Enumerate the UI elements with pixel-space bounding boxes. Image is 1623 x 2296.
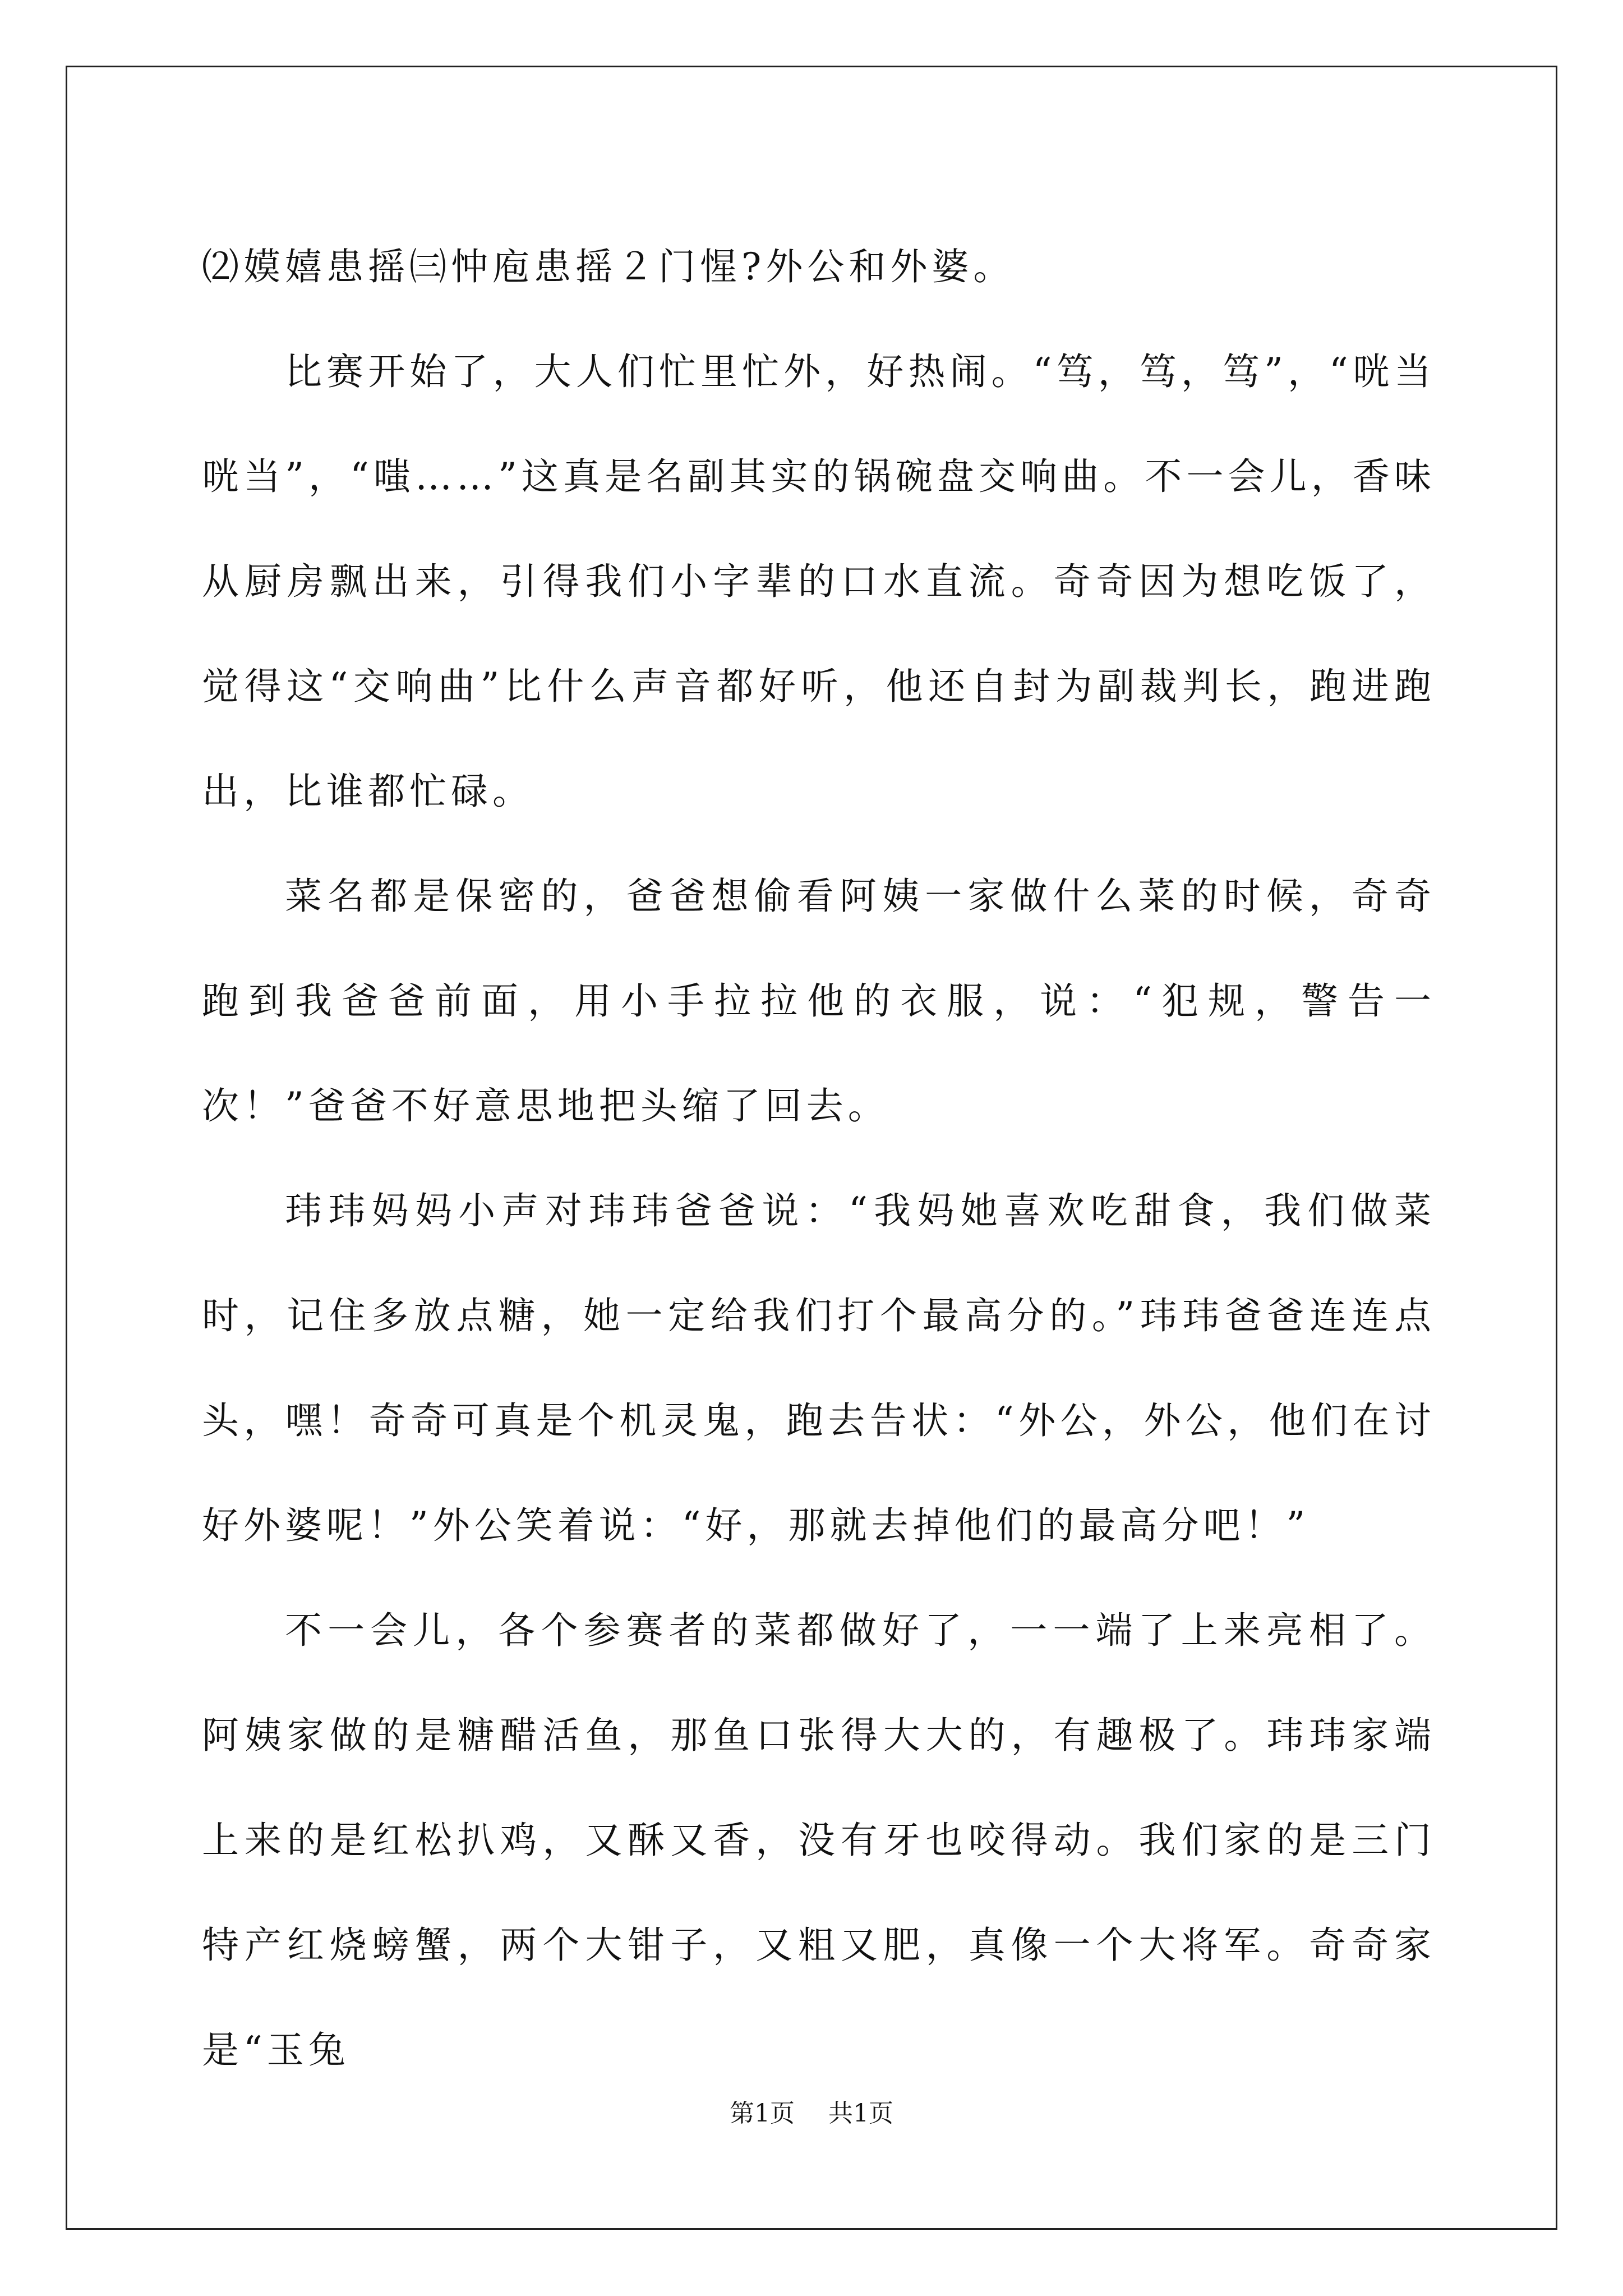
- paragraph-4: 玮玮妈妈小声对玮玮爸爸说：“我妈她喜欢吃甜食，我们做菜时，记住多放点糖，她一定给我们打个最高分的。”玮玮爸爸连连点头，嘿！奇奇可真是个机灵鬼，跑去告状：“外公，外公，他们在讨好外婆呢！”外公笑着说：“好，那就去掉他们的最高分吧！”: [202, 1189, 1436, 1547]
- document-body: [202, 214, 1436, 2102]
- page-footer: [0, 2097, 1623, 2131]
- paragraph-1: ⑵嫫嬉患摇㈢忡庖患摇２门惺?外公和外婆。: [202, 245, 1015, 288]
- paragraph-3: 菜名都是保密的，爸爸想偷看阿姨一家做什么菜的时候，奇奇跑到我爸爸前面，用小手拉拉他的衣服，说：“犯规，警告一次！”爸爸不好意思地把头缩了回去。: [202, 875, 1436, 1128]
- paragraph-2: 比赛开始了，大人们忙里忙外，好热闹。“笃，笃，笃”，“咣当咣当”，“嗤……”这真是名副其实的锅碗盘交响曲。不一会儿，香味从厨房飘出来，引得我们小字辈的口水直流。奇奇因为想吃饭了，觉得这“交响曲”比什么声音都好听，他还自封为副裁判长，跑进跑出，比谁都忙碌。: [202, 350, 1436, 813]
- paragraph-5: 不一会儿，各个参赛者的菜都做好了，一一端了上来亮相了。阿姨家做的是糖醋活鱼，那鱼口张得大大的，有趣极了。玮玮家端上来的是红松扒鸡，又酥又香，没有牙也咬得动。我们家的是三门特产红烧螃蟹，两个大钳子，又粗又肥，真像一个大将军。奇奇家是“玉兔: [202, 1609, 1436, 2072]
- page-number: 第1页: [730, 2099, 795, 2128]
- page-total: 共1页: [828, 2099, 893, 2128]
